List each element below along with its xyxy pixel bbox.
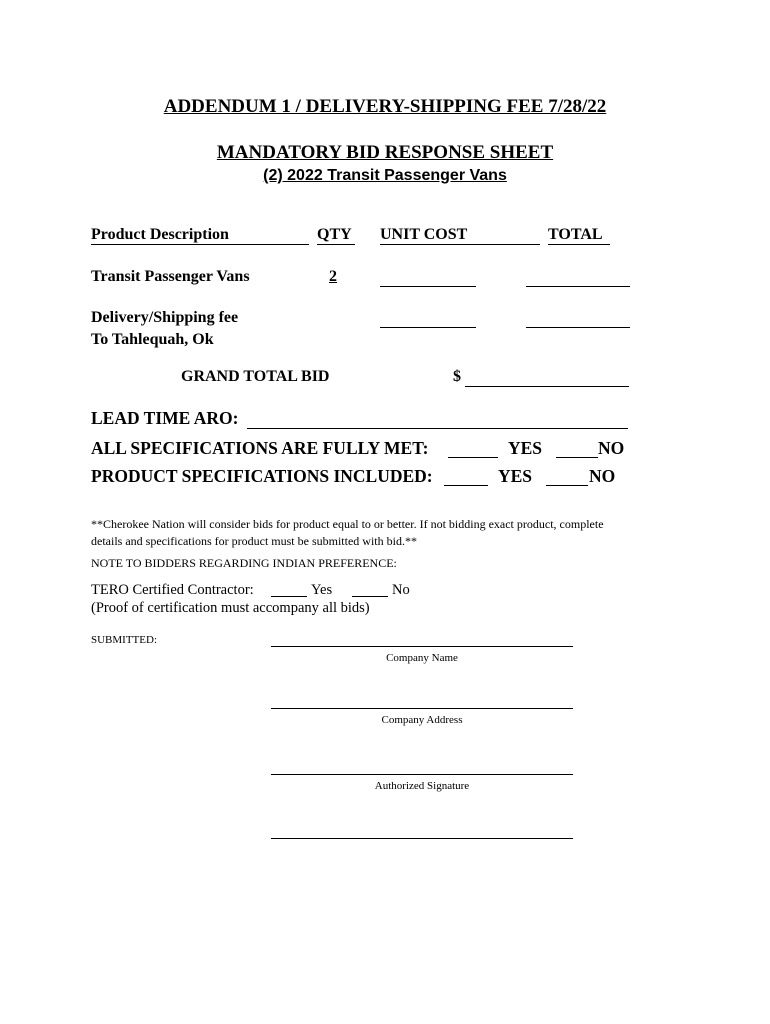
header-underline-total [548, 244, 610, 245]
tero-label: TERO Certified Contractor: [91, 582, 254, 598]
specs-met-label: ALL SPECIFICATIONS ARE FULLY MET: [91, 438, 429, 458]
row-description-line2: To Tahlequah, Ok [91, 331, 214, 348]
company-address-blank[interactable] [271, 708, 573, 709]
tero-no-label: No [392, 582, 410, 598]
unit-cost-blank[interactable] [380, 286, 476, 287]
additional-blank[interactable] [271, 838, 573, 839]
tero-yes-label: Yes [311, 582, 333, 598]
specs-included-label: PRODUCT SPECIFICATIONS INCLUDED: [91, 466, 433, 486]
company-address-caption: Company Address [381, 714, 463, 726]
specs-included-no-blank[interactable] [546, 485, 588, 486]
lead-time-label: LEAD TIME ARO: [91, 408, 239, 428]
header-product-description: Product Description [91, 226, 229, 243]
tero-yes-blank[interactable] [271, 596, 307, 597]
header-total: TOTAL [548, 226, 603, 243]
header-underline-qty [317, 244, 355, 245]
submitted-label: SUBMITTED: [91, 634, 157, 646]
grand-total-blank[interactable] [465, 386, 629, 387]
header-qty: QTY [317, 226, 352, 243]
total-blank[interactable] [526, 327, 630, 328]
addendum-heading: ADDENDUM 1 / DELIVERY-SHIPPING FEE 7/28/22 [163, 96, 607, 117]
tero-proof-note: (Proof of certification must accompany all bids) [91, 600, 370, 616]
row-qty: 2 [329, 268, 337, 285]
specs-included-no-label: NO [589, 466, 616, 486]
authorized-signature-blank[interactable] [271, 774, 573, 775]
unit-cost-blank[interactable] [380, 327, 476, 328]
tero-no-blank[interactable] [352, 596, 388, 597]
total-blank[interactable] [526, 286, 630, 287]
authorized-signature-caption: Authorized Signature [374, 780, 470, 792]
equal-note-line1: **Cherokee Nation will consider bids for product equal to or better. If not bidding exact product, complete [91, 517, 604, 531]
specs-met-yes-blank[interactable] [448, 457, 498, 458]
specs-met-no-label: NO [598, 438, 625, 458]
grand-total-label: GRAND TOTAL BID [181, 368, 330, 385]
company-name-blank[interactable] [271, 646, 573, 647]
row-description: Transit Passenger Vans [91, 268, 250, 285]
header-underline-product [91, 244, 309, 245]
indian-preference-note: NOTE TO BIDDERS REGARDING INDIAN PREFERENCE: [91, 556, 397, 570]
header-unit-cost: UNIT COST [380, 226, 468, 243]
company-name-caption: Company Name [386, 652, 458, 664]
lead-time-blank[interactable] [247, 428, 628, 429]
specs-included-yes-label: YES [498, 466, 533, 486]
specs-included-yes-blank[interactable] [444, 485, 488, 486]
equal-note-line2: details and specifications for product must be submitted with bid.** [91, 534, 417, 548]
page-subtitle: (2) 2022 Transit Passenger Vans [263, 167, 507, 184]
specs-met-no-blank[interactable] [556, 457, 598, 458]
currency-symbol: $ [453, 368, 461, 385]
specs-met-yes-label: YES [508, 438, 543, 458]
header-underline-unit-cost [380, 244, 540, 245]
row-description: Delivery/Shipping fee [91, 309, 239, 326]
page-title: MANDATORY BID RESPONSE SHEET [216, 142, 554, 163]
